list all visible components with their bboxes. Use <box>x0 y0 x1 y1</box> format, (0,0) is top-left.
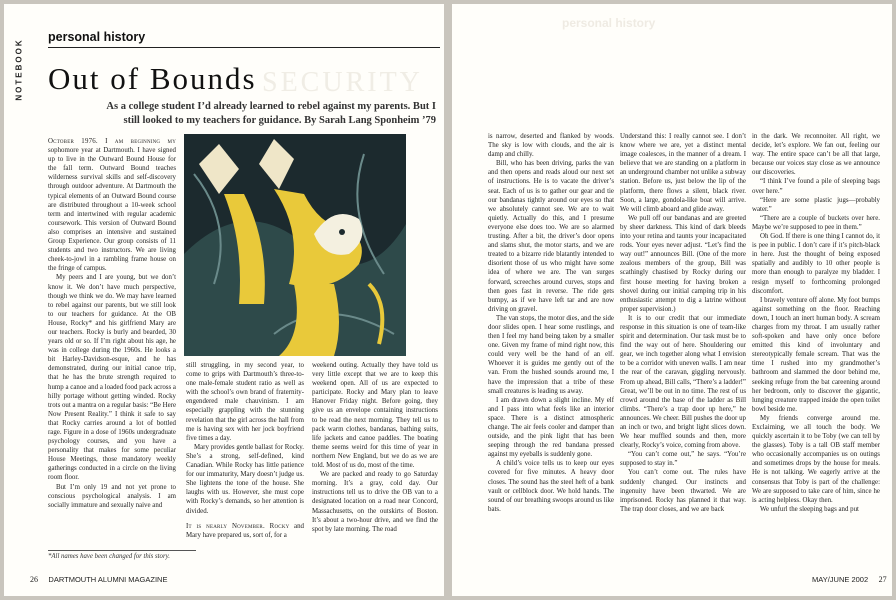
paragraph: We unfurl the sleeping bags and put <box>760 505 859 513</box>
lead-paragraph <box>48 137 176 273</box>
left-column-3 <box>312 361 438 566</box>
section-label: personal history <box>48 30 146 44</box>
article-title: Out of Bounds <box>48 61 257 96</box>
paragraph: I bravely venture off alone. My foot bumps against something on the floor. Reaching down, I touch an inert human body. A scream charges from my throat. I am usually rather soft-spoken and have only once before emitted this kind of involuntary and stereotypically female scream. That was the time I rushed into my grandmother’s bathroom and slammed the door behind me, seeking refuge from the bat careening around her bedroom, only to discover the gigantic, lunging creature trapped inside the open toilet bowl beside me. <box>752 296 880 413</box>
right-column-2 <box>620 132 746 572</box>
footnote: *All names have been changed for this story. <box>48 550 196 560</box>
paragraph: is narrow, deserted and flanked by woods. The sky is low with clouds, and the air is damp and chilly. <box>488 133 614 159</box>
paragraph: Mary provides gentle ballast for Rocky. She’s a strong, self-defined, kind Canadian. While Rocky has little patience for our immaturity, Mary doesn’t judge us. She lightens the tone of the house. She laughs with us. However, she must cope with Rocky’s demands, so her attention is divided. <box>186 443 304 515</box>
magazine-name: DARTMOUTH ALUMNI MAGAZINE <box>48 575 168 584</box>
ghost-headline: SECURITY <box>262 67 423 98</box>
paragraph: Bill, who has been driving, parks the van and then opens and reads aloud our next set of instructions. He is to vacate the driver’s seat. Each of us is to gather our gear and tie our bandanas tightly around our eyes so that we absolutely cannot see. We are to wait quietly. Actually do this, and I presume everyone else does too. We are so alarmed trusting. After a bit, the driver’s door opens and slams shut, the motor starts, and we are treated to a bizarre ride blatantly intended to disorient those of us who might have some idea of where we are. The van surges forward, screeches around curves, stops and then goes fast in reverse. The ride gets bumpy, as if we have left tar and are now driving on gravel. <box>488 160 614 313</box>
paragraph: But I’m only 19 and not yet prone to conscious psychological analysis. I am socially immature and sexually naive and <box>48 483 176 509</box>
paragraph: “Here are some plastic jugs—probably water.” <box>752 196 880 213</box>
paragraph: It is to our credit that our immediate response in this situation is one of team-like spirit and determination. Our task must be to find the way out of here. Shouldering our gear, we inch together along what I envision to be a corridor with uneven walls. I am near the rear of the caravan, giggling nervously. From up ahead, Bill calls, “There’s a ladder!” Great, we’ll be out in no time. The rest of us crowd around the base of the ladder as Bill climbs. “There’s a trap door up here,” he announces. We cheer. Bill pushes the door up an inch or two, and bright light slices down. We hear muffled sounds and then, more clearly, Rocky’s voice, coming from above. <box>620 314 746 450</box>
page-number: 27 <box>878 575 887 584</box>
right-column-1 <box>488 132 614 572</box>
notebook-side-tab <box>12 32 26 106</box>
article-dek: As a college student I’d already learned to rebel against my parents. But I still looked to my teachers for guidance. By Sarah Lang Sponheim ’79 <box>106 101 436 126</box>
paragraph: “I think I’ve found a pile of sleeping bags over here.” <box>752 178 880 195</box>
lead-in: It is nearly November. Rocky <box>186 522 290 530</box>
paragraph: Understand this: I really cannot see. I don’t know where we are, yet a distinct mental image coalesces, in the manner of a dream. I believe that we are standing on a platform in an underground chamber not unlike a subway station. Before us, just below the lip of the platform, there flows a silent, black river. Soon, a large, gondola-like boat will arrive. We will climb aboard and glide away. <box>620 133 746 213</box>
lead-in: October 1976. I am beginning my <box>48 138 176 145</box>
paragraph: in the dark. We reconnoiter. All right, we decide, let’s explore. We fan out, feeling our way. The entire space can’t be all that large, because our voices stay close as we announce our discoveries. <box>752 133 880 177</box>
side-tab-label: NOTEBOOK <box>14 37 24 101</box>
paragraph: “You can’t come out,” he says. “You’re supposed to stay in.” <box>620 451 746 468</box>
left-page <box>4 4 444 596</box>
issue-date: MAY/JUNE 2002 <box>812 575 869 584</box>
paragraph: My friends converge around me. Exclaiming, we all touch the body. We quickly ascertain it to be Toby (we can tell by the glasses). Toby is a tall OB staff member who occasionally accompanies us on outings and sometimes drops by the house for meals. He is not talking. We eagerly arrive at the consensus that Toby is part of the challenge: We are supposed to take care of him, since he is acting helpless. Okay then. <box>752 414 880 504</box>
paragraph: weekend outing. Actually they have told us very little except that we are to keep this weekend open. All of us are expected to participate. Rocky and Mary plan to leave Hanover Friday night. Before going, they give us an envelope containing instructions to be read the next morning. They tell us to pack warm clothes, bandanas, bathing suits, life jackets and canoe paddles. The boating theme seems weird for this time of year in northern New England, but we do as we are told. Most of us do, most of the time. <box>312 362 438 470</box>
page-number: 26 <box>30 575 38 584</box>
ghost-section-label: personal history <box>562 16 656 30</box>
left-column-1 <box>48 137 176 545</box>
paragraph: We pull off our bandanas and are greeted by sheer darkness. This kind of dark bleeds into your retina and taunts your incapacitated rods. Your eyes never adjust. “Let’s find the way out!” announces Bill. (One of the more zealous members of the group, Bill was scathingly chastised by Rocky during our first house meeting for having broken a shovel during our initial camping trip in his enthusiastic attempt to dig a latrine without proper supervision.) <box>620 214 746 313</box>
right-page <box>452 4 892 596</box>
article-illustration <box>184 134 406 356</box>
paragraph: My peers and I are young, but we don’t know it. We don’t have much perspective, though we think we do. We may have learned to rebel against our parents, but we still look to our teachers for guidance. At the OB House, Rocky* and his girlfriend Mary are our teachers. Rocky is burly and bearded, 30 years old or so. If I’m right about his age, he was in college during the 1960s. He looks a bit Harley-Davidson-esque, and he has demonstrated, during our initial canoe trip, that he has the brute strength required to hump a canoe and a loaded food pack across a hilly portage without getting winded. Rocky trots out a mantra on a regular basis: “Be Here Now Present Reality.” I think it safe to say that Rocky carries around a lot of bottled rage. Figure in a dose of 1960s undergraduate psychology courses, and you have a personality that makes for some peculiar House Meetings, those mandatory weekly gatherings conducted in a circle on the living room floor. <box>48 274 176 482</box>
paragraph: still struggling, in my second year, to come to grips with Dartmouth’s three-to-one male-female student ratio as well as with the school’s own brand of fraternity-engendered male chauvinism. I am especially grappling with the stunning revelation that the girl across the hall from me is having sex with her jock boyfriend five times a day. <box>186 362 304 442</box>
left-folio <box>30 575 167 584</box>
section-break-paragraph: It is nearly November. Rocky and Mary have prepared us, sort of, for a <box>186 522 304 539</box>
paragraph: A child’s voice tells us to keep our eyes covered for five minutes. A heavy door closes. The sound has the steel heft of a bank vault or cellblock door. We hold hands. The sound of our breathing swoops around us like bats. <box>488 460 614 513</box>
lead-text: sophomore year at Dartmouth. I have signed up to live in the Outward Bound House for the fall term. Outward Bound teaches wilderness survival skills and self-discovery through outdoor adventure. At Dartmouth the typical elements of an Outward Bound course are distributed throughout a 10-week school term and intertwined with regular academic coursework. This version of Outward Bound also comprises an intensive and sustained Group Experience. Our group consists of 11 students and two instructors. We are living cheek-to-jowl in a rambling frame house on the fringe of campus. <box>48 147 176 273</box>
header-rule <box>48 47 440 48</box>
paragraph: “There are a couple of buckets over here. Maybe we’re supposed to pee in them.” <box>752 214 880 231</box>
paragraph: We are packed and ready to go Saturday morning. It’s a gray, cold day. Our instructions tell us to drive the OB van to a designated location on a road near Concord, Massachusetts, on the outskirts of Boston. It’s about a two-hour drive, and we find the spot by late morning. The road <box>312 471 438 533</box>
paragraph: Oh God. If there is one thing I cannot do, it is pee in public. I don’t care if it’s pitch-black in here. Just the thought of being exposed spatially and audibly to 10 other people is more than enough to paralyze my bladder. I resign myself to forthcoming prolonged discomfort. <box>752 233 880 295</box>
paragraph: I am drawn down a slight incline. My elf and I pass into what feels like an interior space. There is a distinct atmospheric change. The air feels cooler and damper than outside, and the pink light that has been seeping through the red bandana pressed against my eyeballs is suddenly gone. <box>488 396 614 459</box>
right-column-3 <box>752 132 880 572</box>
right-folio <box>812 575 887 584</box>
left-column-2 <box>186 361 304 566</box>
paragraph: The van stops, the motor dies, and the side door slides open. I hear some rustlings, and then I feel my hand being taken by a smaller one. Given my frame of mind right now, this could very well be the hand of an elf. Whoever it is guides me gently out of the van. From the hushed sounds around me, I have the impression that a tribe of these small creatures is leading us away. <box>488 314 614 395</box>
paragraph: You can’t come out. The rules have suddenly changed. Our instincts and ingenuity have been thwarted. We are imprisoned. Rocky has planned it that way. The trap door closes, and we are back <box>620 469 746 513</box>
